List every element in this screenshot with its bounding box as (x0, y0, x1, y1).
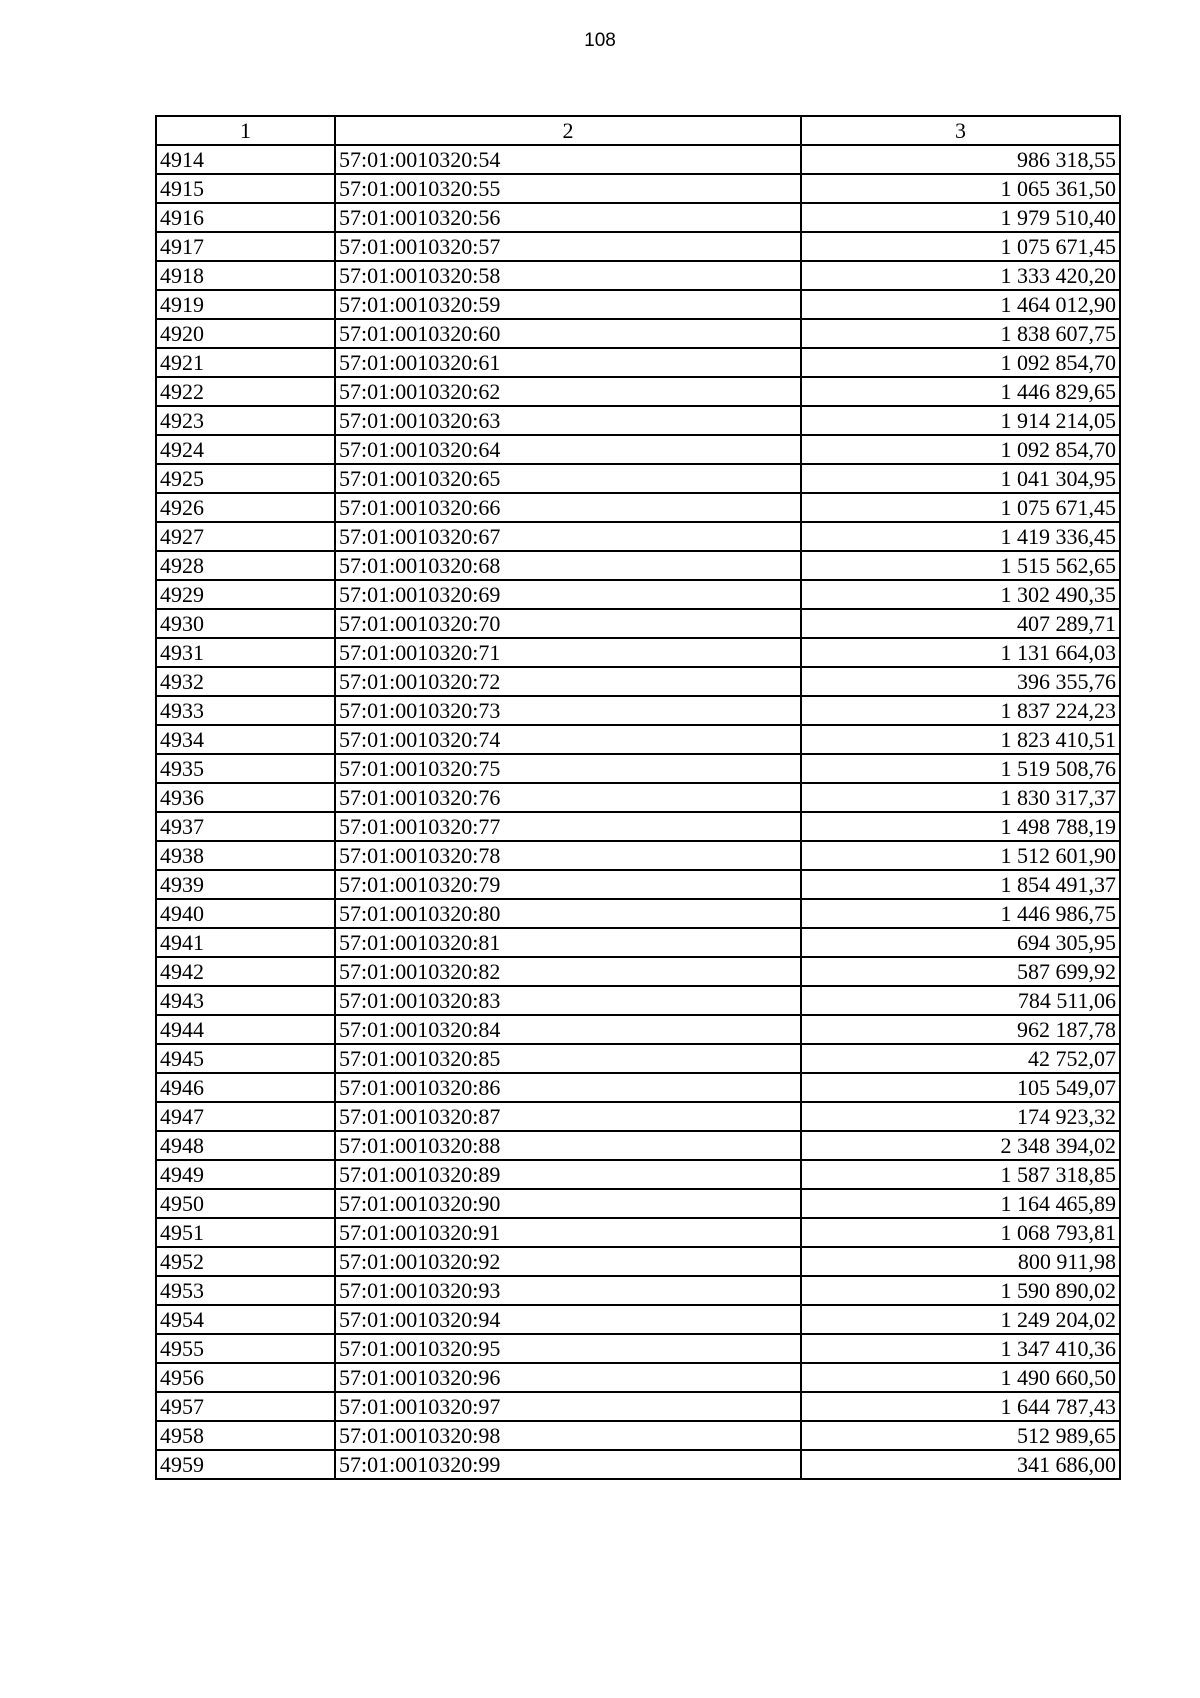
row-number: 4918 (156, 261, 335, 290)
row-number: 4958 (156, 1421, 335, 1450)
table-row (156, 377, 1120, 406)
cadastral-number: 57:01:0010320:91 (335, 1218, 801, 1247)
cadastral-number: 57:01:0010320:78 (335, 841, 801, 870)
row-number: 4953 (156, 1276, 335, 1305)
cadastral-value: 1 854 491,37 (801, 870, 1120, 899)
table-row (156, 1305, 1120, 1334)
row-number: 4928 (156, 551, 335, 580)
cadastral-value: 396 355,76 (801, 667, 1120, 696)
table-row (156, 696, 1120, 725)
cadastral-value: 42 752,07 (801, 1044, 1120, 1073)
cadastral-value: 1 830 317,37 (801, 783, 1120, 812)
row-number: 4950 (156, 1189, 335, 1218)
cadastral-value: 1 419 336,45 (801, 522, 1120, 551)
cadastral-value: 1 512 601,90 (801, 841, 1120, 870)
cadastral-number: 57:01:0010320:65 (335, 464, 801, 493)
cadastral-number: 57:01:0010320:70 (335, 609, 801, 638)
table-row (156, 1073, 1120, 1102)
table-row (156, 928, 1120, 957)
table-row (156, 1421, 1120, 1450)
row-number: 4923 (156, 406, 335, 435)
cadastral-value: 1 914 214,05 (801, 406, 1120, 435)
cadastral-value: 341 686,00 (801, 1450, 1120, 1479)
column-header-1: 1 (156, 116, 335, 145)
cadastral-number: 57:01:0010320:83 (335, 986, 801, 1015)
cadastral-number: 57:01:0010320:75 (335, 754, 801, 783)
cadastral-value: 1 333 420,20 (801, 261, 1120, 290)
row-number: 4919 (156, 290, 335, 319)
row-number: 4957 (156, 1392, 335, 1421)
table-row (156, 1247, 1120, 1276)
table-row (156, 551, 1120, 580)
cadastral-number: 57:01:0010320:81 (335, 928, 801, 957)
cadastral-value: 694 305,95 (801, 928, 1120, 957)
cadastral-number: 57:01:0010320:76 (335, 783, 801, 812)
row-number: 4949 (156, 1160, 335, 1189)
cadastral-value: 1 498 788,19 (801, 812, 1120, 841)
cadastral-number: 57:01:0010320:95 (335, 1334, 801, 1363)
cadastral-value: 986 318,55 (801, 145, 1120, 174)
table-row (156, 1131, 1120, 1160)
cadastral-value: 1 347 410,36 (801, 1334, 1120, 1363)
cadastral-value: 1 590 890,02 (801, 1276, 1120, 1305)
table-row (156, 1015, 1120, 1044)
table-row (156, 725, 1120, 754)
cadastral-value: 105 549,07 (801, 1073, 1120, 1102)
cadastral-value: 2 348 394,02 (801, 1131, 1120, 1160)
row-number: 4916 (156, 203, 335, 232)
row-number: 4956 (156, 1363, 335, 1392)
row-number: 4939 (156, 870, 335, 899)
cadastral-value: 1 490 660,50 (801, 1363, 1120, 1392)
table-row (156, 174, 1120, 203)
cadastral-number: 57:01:0010320:54 (335, 145, 801, 174)
cadastral-number: 57:01:0010320:72 (335, 667, 801, 696)
cadastral-value: 1 838 607,75 (801, 319, 1120, 348)
table-row (156, 1450, 1120, 1479)
row-number: 4946 (156, 1073, 335, 1102)
row-number: 4937 (156, 812, 335, 841)
cadastral-number: 57:01:0010320:93 (335, 1276, 801, 1305)
cadastral-number: 57:01:0010320:87 (335, 1102, 801, 1131)
cadastral-value: 1 065 361,50 (801, 174, 1120, 203)
cadastral-value: 1 837 224,23 (801, 696, 1120, 725)
table-row (156, 464, 1120, 493)
cadastral-number: 57:01:0010320:88 (335, 1131, 801, 1160)
row-number: 4941 (156, 928, 335, 957)
cadastral-value: 1 446 829,65 (801, 377, 1120, 406)
cadastral-value: 174 923,32 (801, 1102, 1120, 1131)
cadastral-number: 57:01:0010320:74 (335, 725, 801, 754)
cadastral-value: 1 823 410,51 (801, 725, 1120, 754)
cadastral-value: 1 644 787,43 (801, 1392, 1120, 1421)
cadastral-number: 57:01:0010320:92 (335, 1247, 801, 1276)
row-number: 4951 (156, 1218, 335, 1247)
table-row (156, 261, 1120, 290)
table-row (156, 522, 1120, 551)
cadastral-number: 57:01:0010320:85 (335, 1044, 801, 1073)
row-number: 4920 (156, 319, 335, 348)
table-row (156, 348, 1120, 377)
table-row (156, 580, 1120, 609)
row-number: 4917 (156, 232, 335, 261)
cadastral-value-table (155, 115, 1121, 1480)
row-number: 4938 (156, 841, 335, 870)
row-number: 4924 (156, 435, 335, 464)
cadastral-number: 57:01:0010320:57 (335, 232, 801, 261)
cadastral-number: 57:01:0010320:79 (335, 870, 801, 899)
cadastral-number: 57:01:0010320:56 (335, 203, 801, 232)
cadastral-number: 57:01:0010320:94 (335, 1305, 801, 1334)
cadastral-number: 57:01:0010320:63 (335, 406, 801, 435)
table-row (156, 638, 1120, 667)
table-row (156, 493, 1120, 522)
cadastral-value: 1 041 304,95 (801, 464, 1120, 493)
row-number: 4926 (156, 493, 335, 522)
table-row (156, 1189, 1120, 1218)
cadastral-value: 1 519 508,76 (801, 754, 1120, 783)
cadastral-value: 1 092 854,70 (801, 435, 1120, 464)
table-row (156, 783, 1120, 812)
row-number: 4925 (156, 464, 335, 493)
cadastral-value: 1 979 510,40 (801, 203, 1120, 232)
table-row (156, 870, 1120, 899)
table-body (156, 145, 1120, 1479)
cadastral-value: 587 699,92 (801, 957, 1120, 986)
cadastral-number: 57:01:0010320:97 (335, 1392, 801, 1421)
cadastral-value: 1 164 465,89 (801, 1189, 1120, 1218)
table-row (156, 290, 1120, 319)
row-number: 4940 (156, 899, 335, 928)
cadastral-value: 1 515 562,65 (801, 551, 1120, 580)
cadastral-value: 1 302 490,35 (801, 580, 1120, 609)
cadastral-value: 1 131 664,03 (801, 638, 1120, 667)
cadastral-number: 57:01:0010320:98 (335, 1421, 801, 1450)
cadastral-number: 57:01:0010320:90 (335, 1189, 801, 1218)
table-row (156, 1276, 1120, 1305)
row-number: 4952 (156, 1247, 335, 1276)
row-number: 4948 (156, 1131, 335, 1160)
table-row (156, 1160, 1120, 1189)
table-row (156, 841, 1120, 870)
row-number: 4942 (156, 957, 335, 986)
cadastral-number: 57:01:0010320:68 (335, 551, 801, 580)
row-number: 4934 (156, 725, 335, 754)
cadastral-number: 57:01:0010320:99 (335, 1450, 801, 1479)
row-number: 4936 (156, 783, 335, 812)
row-number: 4930 (156, 609, 335, 638)
cadastral-number: 57:01:0010320:84 (335, 1015, 801, 1044)
table-row (156, 1044, 1120, 1073)
table-header-row (156, 116, 1120, 145)
row-number: 4955 (156, 1334, 335, 1363)
cadastral-value: 1 464 012,90 (801, 290, 1120, 319)
row-number: 4922 (156, 377, 335, 406)
cadastral-value: 1 249 204,02 (801, 1305, 1120, 1334)
table-row (156, 203, 1120, 232)
table-row (156, 667, 1120, 696)
cadastral-number: 57:01:0010320:59 (335, 290, 801, 319)
cadastral-value: 1 092 854,70 (801, 348, 1120, 377)
cadastral-number: 57:01:0010320:71 (335, 638, 801, 667)
table-row (156, 812, 1120, 841)
table-row (156, 406, 1120, 435)
table-row (156, 1363, 1120, 1392)
cadastral-value: 784 511,06 (801, 986, 1120, 1015)
row-number: 4947 (156, 1102, 335, 1131)
cadastral-value: 512 989,65 (801, 1421, 1120, 1450)
cadastral-number: 57:01:0010320:82 (335, 957, 801, 986)
table-row (156, 1102, 1120, 1131)
table-row (156, 986, 1120, 1015)
cadastral-value: 1 587 318,85 (801, 1160, 1120, 1189)
row-number: 4914 (156, 145, 335, 174)
row-number: 4945 (156, 1044, 335, 1073)
table-row (156, 899, 1120, 928)
cadastral-value: 407 289,71 (801, 609, 1120, 638)
row-number: 4929 (156, 580, 335, 609)
row-number: 4927 (156, 522, 335, 551)
cadastral-number: 57:01:0010320:86 (335, 1073, 801, 1102)
cadastral-value: 1 446 986,75 (801, 899, 1120, 928)
column-header-3: 3 (801, 116, 1120, 145)
table-row (156, 435, 1120, 464)
table-row (156, 232, 1120, 261)
row-number: 4921 (156, 348, 335, 377)
table-row (156, 1218, 1120, 1247)
row-number: 4933 (156, 696, 335, 725)
table-row (156, 609, 1120, 638)
cadastral-number: 57:01:0010320:55 (335, 174, 801, 203)
cadastral-number: 57:01:0010320:66 (335, 493, 801, 522)
cadastral-number: 57:01:0010320:89 (335, 1160, 801, 1189)
cadastral-number: 57:01:0010320:77 (335, 812, 801, 841)
row-number: 4935 (156, 754, 335, 783)
table-row (156, 1392, 1120, 1421)
cadastral-number: 57:01:0010320:60 (335, 319, 801, 348)
cadastral-number: 57:01:0010320:96 (335, 1363, 801, 1392)
cadastral-value: 1 075 671,45 (801, 232, 1120, 261)
table-row (156, 145, 1120, 174)
cadastral-number: 57:01:0010320:80 (335, 899, 801, 928)
row-number: 4954 (156, 1305, 335, 1334)
cadastral-number: 57:01:0010320:61 (335, 348, 801, 377)
cadastral-number: 57:01:0010320:64 (335, 435, 801, 464)
cadastral-number: 57:01:0010320:62 (335, 377, 801, 406)
row-number: 4915 (156, 174, 335, 203)
row-number: 4931 (156, 638, 335, 667)
row-number: 4932 (156, 667, 335, 696)
table-row (156, 319, 1120, 348)
cadastral-number: 57:01:0010320:67 (335, 522, 801, 551)
cadastral-value: 800 911,98 (801, 1247, 1120, 1276)
row-number: 4943 (156, 986, 335, 1015)
cadastral-value: 1 068 793,81 (801, 1218, 1120, 1247)
table-row (156, 1334, 1120, 1363)
page-number: 108 (584, 30, 616, 51)
table-row (156, 957, 1120, 986)
column-header-2: 2 (335, 116, 801, 145)
table-row (156, 754, 1120, 783)
cadastral-value: 1 075 671,45 (801, 493, 1120, 522)
row-number: 4959 (156, 1450, 335, 1479)
cadastral-number: 57:01:0010320:58 (335, 261, 801, 290)
cadastral-value: 962 187,78 (801, 1015, 1120, 1044)
row-number: 4944 (156, 1015, 335, 1044)
cadastral-number: 57:01:0010320:73 (335, 696, 801, 725)
cadastral-number: 57:01:0010320:69 (335, 580, 801, 609)
